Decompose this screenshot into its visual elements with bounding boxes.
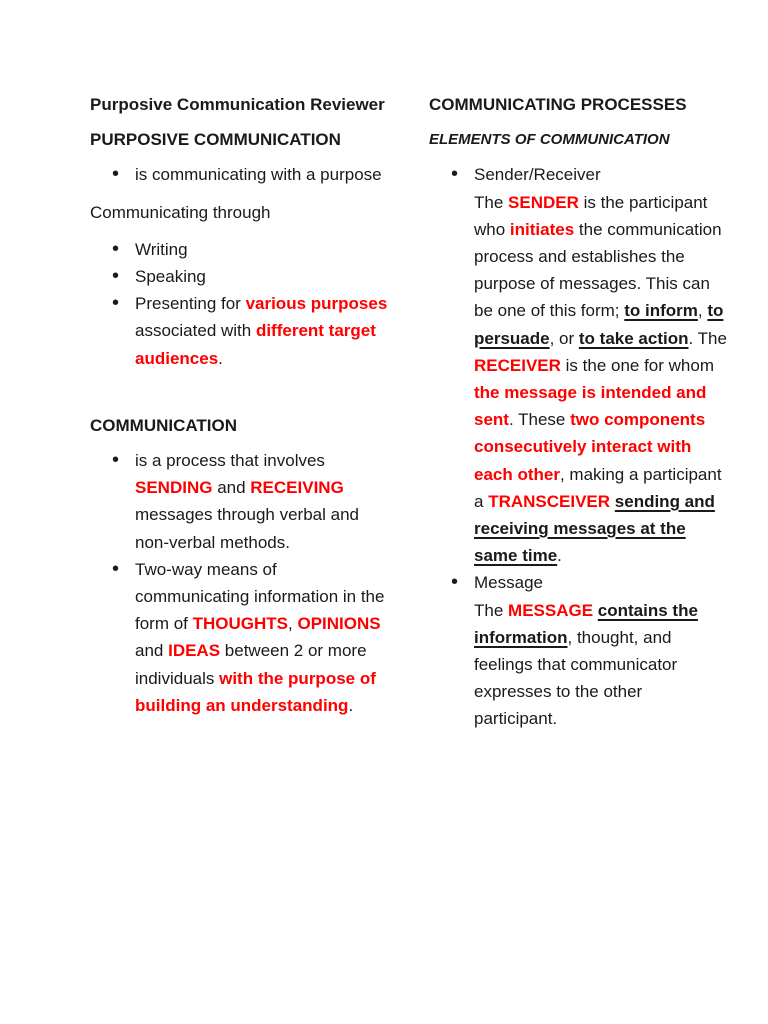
list-item-text: Writing	[135, 239, 188, 259]
communication-list	[90, 447, 390, 719]
communication-heading: COMMUNICATION	[90, 415, 237, 435]
highlight-text: two components consecutively interact with each other	[474, 410, 706, 484]
list-item	[90, 161, 390, 188]
text-run: the communication process and establishes the purpose of messages. This can be one of this form;	[474, 219, 722, 321]
element-label: Sender/Receiver	[474, 165, 601, 185]
right-column	[429, 91, 729, 743]
list-item	[90, 290, 390, 372]
list-item-sender-receiver	[429, 161, 729, 569]
text-run: , thought, and feelings that communicator expresses to the other participant.	[474, 627, 678, 729]
text-run: is the participant who	[474, 192, 708, 239]
document-title: Purposive Communication Reviewer	[90, 95, 385, 114]
definition-list	[90, 161, 390, 188]
highlight-text: SENDING	[135, 478, 213, 498]
list-item-message	[429, 569, 729, 732]
text-run: ,	[288, 614, 298, 634]
highlight-text: different target audiences	[135, 321, 376, 368]
methods-list	[90, 236, 390, 372]
communicating-through-label: Communicating through	[90, 202, 271, 222]
underlined-text: sending and receiving messages at the same time	[474, 491, 715, 566]
element-label: Message	[474, 573, 543, 593]
highlight-text: various purposes	[245, 294, 388, 314]
underlined-text: to inform	[624, 301, 698, 321]
communicating-processes-heading: COMMUNICATING PROCESSES	[429, 95, 687, 114]
highlight-text: the message is intended and sent	[474, 383, 707, 430]
text-run: and	[212, 478, 251, 498]
text-run: . The	[688, 328, 727, 348]
underlined-text: to take action	[578, 328, 689, 348]
highlight-text: OPINIONS	[297, 614, 381, 634]
highlight-text: initiates	[509, 219, 575, 239]
text-run: and	[135, 641, 169, 661]
text-run: is a process that involves	[135, 451, 325, 471]
text-run: .	[348, 695, 354, 715]
text-run: , or	[549, 328, 579, 348]
text-run: is the one for whom	[560, 355, 714, 375]
highlight-text: with the purpose of building an understanding	[135, 668, 376, 715]
text-run: associated with	[135, 321, 256, 341]
text-run: Two-way means of communicating information in the form of	[135, 559, 385, 634]
text-run: . These	[508, 410, 571, 430]
text-run: .	[218, 348, 223, 368]
text-run: messages through verbal and non-verbal methods.	[135, 505, 359, 552]
underlined-text: to persuade	[474, 301, 724, 348]
list-item-text: Speaking	[135, 267, 206, 287]
highlight-text: SENDER	[508, 192, 579, 212]
highlight-text: IDEAS	[168, 641, 221, 661]
elements-list	[429, 161, 729, 732]
elements-of-communication-subheading: ELEMENTS OF COMMUNICATION	[429, 131, 670, 149]
left-column	[90, 91, 390, 729]
text-run: .	[557, 546, 562, 566]
spacer	[90, 382, 390, 412]
list-item	[90, 263, 390, 290]
text-run: , making a participant a	[474, 464, 722, 511]
list-item	[90, 447, 390, 556]
text-run: Presenting for	[135, 294, 246, 314]
highlight-text: THOUGHTS	[192, 614, 289, 634]
highlight-text: TRANSCEIVER	[488, 491, 611, 511]
purposive-communication-heading: PURPOSIVE COMMUNICATION	[90, 130, 341, 150]
highlight-text: RECEIVING	[250, 478, 344, 498]
list-item	[90, 556, 390, 719]
text-run: ,	[697, 301, 708, 321]
text-run: between 2 or more individuals	[135, 641, 367, 688]
list-item	[90, 236, 390, 263]
text-run: The	[474, 600, 509, 620]
underlined-text: contains the information	[474, 600, 698, 647]
text-run: The	[474, 192, 509, 212]
highlight-text: MESSAGE	[508, 600, 594, 620]
list-item-text: is communicating with a purpose	[135, 165, 382, 185]
highlight-text: RECEIVER	[474, 355, 561, 375]
